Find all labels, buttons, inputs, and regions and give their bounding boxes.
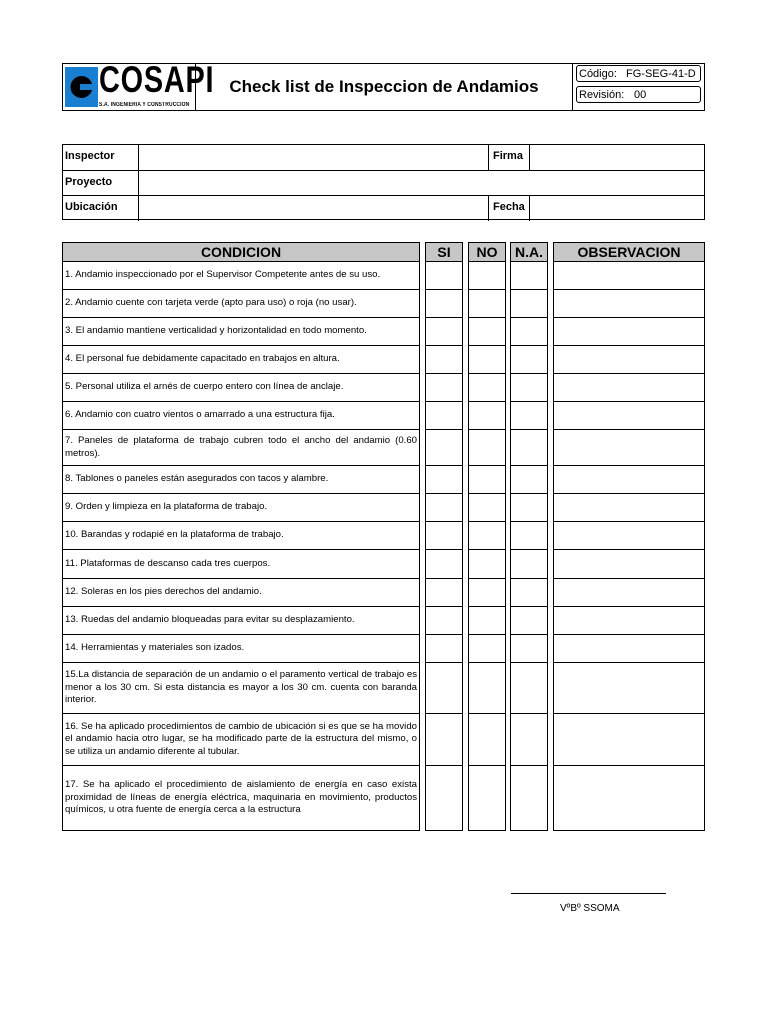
condition-text: 6. Andamio con cuatro vientos o amarrado a una estructura fija. xyxy=(65,409,335,421)
si-checkbox-cell[interactable] xyxy=(425,289,463,318)
document-title: Check list de Inspeccion de Andamios xyxy=(229,77,539,96)
condition-text: 17. Se ha aplicado el procedimiento de aislamiento de energía en caso exista proximidad de líneas de energía eléctrica, maquinaria en movimiento, productos químicos, u otra fuente de energía cerca a la estructura xyxy=(65,779,417,816)
condition-cell xyxy=(62,578,420,607)
condition-text: 10. Barandas y rodapié en la plataforma de trabajo. xyxy=(65,529,284,541)
code-value: FG-SEG-41-D xyxy=(626,68,696,80)
proyecto-label: Proyecto xyxy=(65,176,113,188)
condition-cell xyxy=(62,549,420,579)
na-checkbox-cell[interactable] xyxy=(510,578,548,607)
revision-value: 00 xyxy=(634,89,647,101)
observacion-cell[interactable] xyxy=(553,662,705,714)
column-header-observacion: OBSERVACION xyxy=(553,242,705,262)
no-checkbox-cell[interactable] xyxy=(468,317,506,346)
na-checkbox-cell[interactable] xyxy=(510,373,548,402)
observacion-cell[interactable] xyxy=(553,549,705,579)
no-checkbox-cell[interactable] xyxy=(468,465,506,494)
observacion-cell[interactable] xyxy=(553,289,705,318)
si-checkbox-cell[interactable] xyxy=(425,521,463,550)
signature-line xyxy=(511,893,666,894)
condition-text: 12. Soleras en los pies derechos del andamio. xyxy=(65,586,262,598)
observacion-cell[interactable] xyxy=(553,345,705,374)
condition-text: 5. Personal utiliza el arnés de cuerpo entero con línea de anclaje. xyxy=(65,381,344,393)
inspector-label: Inspector xyxy=(65,150,115,162)
si-checkbox-cell[interactable] xyxy=(425,401,463,430)
observacion-cell[interactable] xyxy=(553,373,705,402)
observacion-cell[interactable] xyxy=(553,465,705,494)
no-checkbox-cell[interactable] xyxy=(468,634,506,663)
condition-text: 15.La distancia de separación de un andamio o el paramento vertical de trabajo es menor a los 30 cm. Si esta distancia es mayor a los 30 cm. cuenta con baranda interior. xyxy=(65,669,417,706)
condition-cell xyxy=(62,493,420,522)
condition-cell xyxy=(62,465,420,494)
column-header-condicion: CONDICION xyxy=(62,242,420,262)
condition-cell xyxy=(62,373,420,402)
condition-text: 3. El andamio mantiene verticalidad y horizontalidad en todo momento. xyxy=(65,325,367,337)
column-header-no: NO xyxy=(468,242,506,262)
condition-text: 7. Paneles de plataforma de trabajo cubren todo el ancho del andamio (0.60 metros). xyxy=(65,435,417,459)
na-checkbox-cell[interactable] xyxy=(510,713,548,766)
si-checkbox-cell[interactable] xyxy=(425,261,463,290)
inspector-field[interactable] xyxy=(139,145,488,170)
no-checkbox-cell[interactable] xyxy=(468,261,506,290)
no-checkbox-cell[interactable] xyxy=(468,521,506,550)
observacion-cell[interactable] xyxy=(553,401,705,430)
code-box xyxy=(576,65,701,82)
condition-cell xyxy=(62,521,420,550)
observacion-cell[interactable] xyxy=(553,317,705,346)
condition-cell xyxy=(62,429,420,466)
observacion-cell[interactable] xyxy=(553,634,705,663)
observacion-cell[interactable] xyxy=(553,765,705,831)
signature-label: VºBº SSOMA xyxy=(560,903,620,914)
observacion-cell[interactable] xyxy=(553,521,705,550)
logo xyxy=(63,59,215,110)
si-checkbox-cell[interactable] xyxy=(425,765,463,831)
na-checkbox-cell[interactable] xyxy=(510,634,548,663)
fecha-label: Fecha xyxy=(493,201,525,213)
no-checkbox-cell[interactable] xyxy=(468,345,506,374)
condition-text: 1. Andamio inspeccionado por el Supervisor Competente antes de su uso. xyxy=(65,269,381,281)
na-checkbox-cell[interactable] xyxy=(510,493,548,522)
observacion-cell[interactable] xyxy=(553,261,705,290)
condition-text: 13. Ruedas del andamio bloqueadas para evitar su desplazamiento. xyxy=(65,614,355,626)
si-checkbox-cell[interactable] xyxy=(425,713,463,766)
no-checkbox-cell[interactable] xyxy=(468,493,506,522)
si-checkbox-cell[interactable] xyxy=(425,373,463,402)
code-label: Código: xyxy=(579,68,617,80)
condition-cell xyxy=(62,765,420,831)
no-checkbox-cell[interactable] xyxy=(468,401,506,430)
fecha-field[interactable] xyxy=(530,196,704,221)
proyecto-field[interactable] xyxy=(139,171,704,196)
revision-box xyxy=(576,86,701,103)
na-checkbox-cell[interactable] xyxy=(510,401,548,430)
condition-cell xyxy=(62,634,420,663)
no-checkbox-cell[interactable] xyxy=(468,606,506,635)
condition-cell xyxy=(62,662,420,714)
na-checkbox-cell[interactable] xyxy=(510,765,548,831)
info-row-inspector xyxy=(63,145,704,170)
si-checkbox-cell[interactable] xyxy=(425,317,463,346)
si-checkbox-cell[interactable] xyxy=(425,578,463,607)
revision-label: Revisión: xyxy=(579,89,625,101)
observacion-cell[interactable] xyxy=(553,713,705,766)
condition-text: 16. Se ha aplicado procedimientos de cambio de ubicación si es que se ha movido el andamio hacia otro lugar, se ha modificado parte de la estructura del mismo, o se utiliza un andamio diferente al tubular. xyxy=(65,720,417,757)
info-row-ubicacion xyxy=(63,195,704,221)
no-checkbox-cell[interactable] xyxy=(468,429,506,466)
document-header xyxy=(62,59,705,111)
divider xyxy=(488,196,489,221)
si-checkbox-cell[interactable] xyxy=(425,493,463,522)
no-checkbox-cell[interactable] xyxy=(468,373,506,402)
condition-text: 4. El personal fue debidamente capacitado en trabajos en altura. xyxy=(65,353,340,365)
na-checkbox-cell[interactable] xyxy=(510,317,548,346)
cosapi-logo-icon xyxy=(65,67,98,107)
document-code-cell xyxy=(572,64,704,110)
no-checkbox-cell[interactable] xyxy=(468,765,506,831)
observacion-cell[interactable] xyxy=(553,429,705,466)
info-table xyxy=(62,144,705,220)
logo-subtitle: S.A. INGENIERIA Y CONSTRUCCION xyxy=(99,102,190,108)
na-checkbox-cell[interactable] xyxy=(510,465,548,494)
si-checkbox-cell[interactable] xyxy=(425,634,463,663)
condition-cell xyxy=(62,401,420,430)
firma-field[interactable] xyxy=(530,145,704,170)
si-checkbox-cell[interactable] xyxy=(425,429,463,466)
na-checkbox-cell[interactable] xyxy=(510,345,548,374)
column-header-si: SI xyxy=(425,242,463,262)
condition-text: 8. Tablones o paneles están asegurados con tacos y alambre. xyxy=(65,473,329,485)
no-checkbox-cell[interactable] xyxy=(468,713,506,766)
ubicacion-label: Ubicación xyxy=(65,201,118,213)
observacion-cell[interactable] xyxy=(553,606,705,635)
no-checkbox-cell[interactable] xyxy=(468,289,506,318)
observacion-cell[interactable] xyxy=(553,493,705,522)
condition-cell xyxy=(62,317,420,346)
na-checkbox-cell[interactable] xyxy=(510,606,548,635)
si-checkbox-cell[interactable] xyxy=(425,662,463,714)
na-checkbox-cell[interactable] xyxy=(510,261,548,290)
si-checkbox-cell[interactable] xyxy=(425,345,463,374)
condition-text: 2. Andamio cuente con tarjeta verde (apto para uso) o roja (no usar). xyxy=(65,297,357,309)
condition-cell xyxy=(62,345,420,374)
info-row-proyecto xyxy=(63,170,704,196)
no-checkbox-cell[interactable] xyxy=(468,578,506,607)
no-checkbox-cell[interactable] xyxy=(468,662,506,714)
firma-label: Firma xyxy=(493,150,523,162)
ubicacion-field[interactable] xyxy=(139,196,488,221)
na-checkbox-cell[interactable] xyxy=(510,289,548,318)
condition-cell xyxy=(62,261,420,290)
divider xyxy=(488,145,489,170)
condition-text: 9. Orden y limpieza en la plataforma de trabajo. xyxy=(65,501,268,513)
na-checkbox-cell[interactable] xyxy=(510,429,548,466)
observacion-cell[interactable] xyxy=(553,578,705,607)
condition-cell xyxy=(62,289,420,318)
condition-text: 11. Plataformas de descanso cada tres cuerpos. xyxy=(65,557,271,569)
si-checkbox-cell[interactable] xyxy=(425,606,463,635)
column-header-na: N.A. xyxy=(510,242,548,262)
na-checkbox-cell[interactable] xyxy=(510,521,548,550)
si-checkbox-cell[interactable] xyxy=(425,549,463,579)
condition-cell xyxy=(62,606,420,635)
na-checkbox-cell[interactable] xyxy=(510,662,548,714)
na-checkbox-cell[interactable] xyxy=(510,549,548,579)
si-checkbox-cell[interactable] xyxy=(425,465,463,494)
logo-wordmark: COSAPI xyxy=(99,59,215,100)
no-checkbox-cell[interactable] xyxy=(468,549,506,579)
condition-cell xyxy=(62,713,420,766)
condition-text: 14. Herramientas y materiales son izados. xyxy=(65,642,245,654)
